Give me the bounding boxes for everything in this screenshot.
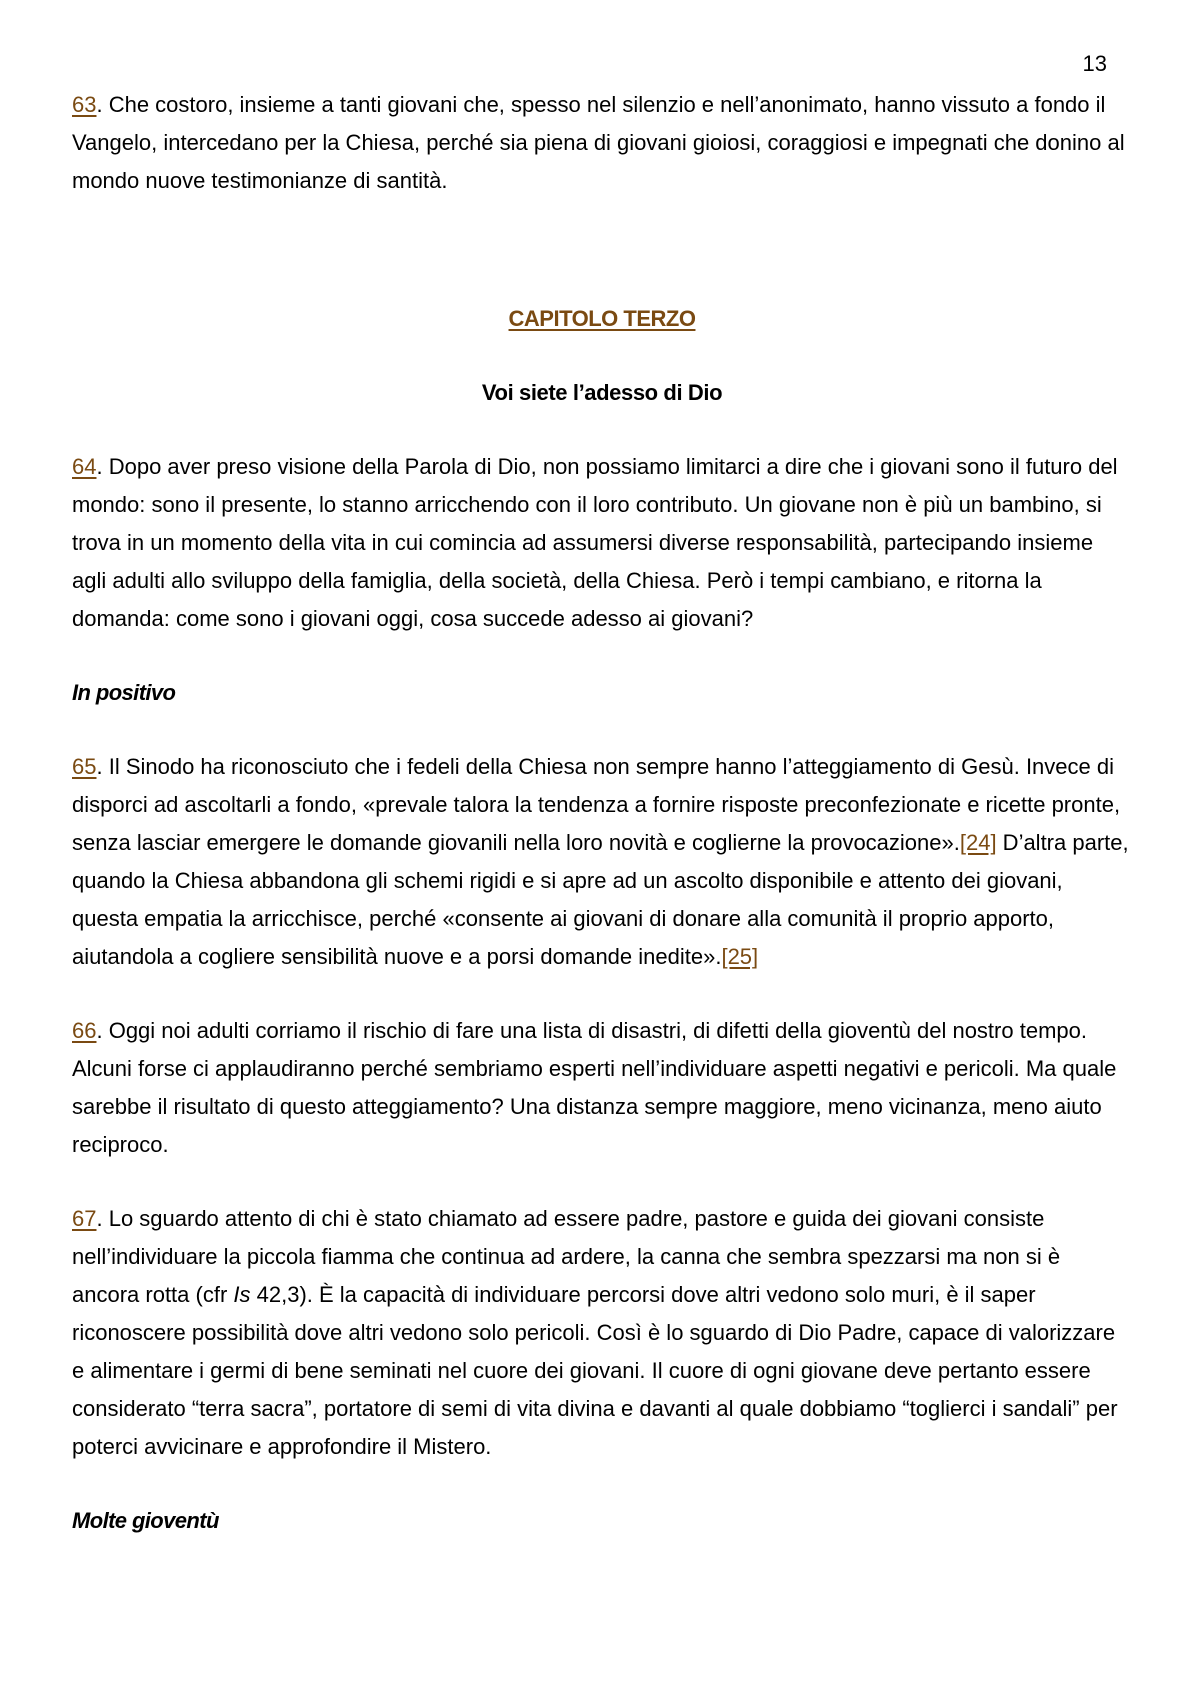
- paragraph-64-link[interactable]: 64: [72, 454, 97, 479]
- section-heading-in-positivo: In positivo: [72, 680, 176, 705]
- paragraph-63-text: . Che costoro, insieme a tanti giovani che, spesso nel silenzio e nell’anonimato, hanno vissuto a fondo il Vangelo, intercedano per la Chiesa, perché sia piena di giovani gioiosi, coraggiosi e impegnati che donino al mondo nuove testimonianze di santità.: [72, 92, 1125, 193]
- paragraph-67-reference: Is: [233, 1282, 251, 1307]
- footnote-25-link[interactable]: [25]: [721, 944, 759, 969]
- paragraph-65: [72, 748, 1132, 976]
- chapter-subtitle: Voi siete l’adesso di Dio: [481, 380, 723, 405]
- page-number: 13: [1082, 51, 1107, 76]
- paragraph-66: [72, 1012, 1132, 1164]
- paragraph-63: [72, 86, 1132, 200]
- footnote-24-link[interactable]: [24]: [959, 830, 997, 855]
- paragraph-66-text: . Oggi noi adulti corriamo il rischio di fare una lista di disastri, di difetti della gioventù del nostro tempo. Alcuni forse ci applaudiranno perché sembriamo esperti nell’individuare aspetti negativi e pericoli. Ma quale sarebbe il risultato di questo atteggiamento? Una distanza sempre maggiore, meno vicinanza, meno aiuto reciproco.: [72, 1018, 1117, 1157]
- document-body: [72, 86, 1132, 1540]
- section-heading-molte-gioventu: Molte gioventù: [72, 1508, 219, 1533]
- paragraph-63-link[interactable]: 63: [72, 92, 97, 117]
- paragraph-64-text: . Dopo aver preso visione della Parola di Dio, non possiamo limitarci a dire che i giovani sono il futuro del mondo: sono il presente, lo stanno arricchendo con il loro contributo. Un giovane non è più un bambino, si trova in un momento della vita in cui comincia ad assumersi diverse responsabilità, partecipando insieme agli adulti allo sviluppo della famiglia, della società, della Chiesa. Però i tempi cambiano, e ritorna la domanda: come sono i giovani oggi, cosa succede adesso ai giovani?: [72, 454, 1118, 631]
- chapter-title: [72, 300, 1132, 338]
- paragraph-67: [72, 1200, 1132, 1466]
- chapter-title-link[interactable]: CAPITOLO TERZO: [508, 306, 696, 331]
- paragraph-67-link[interactable]: 67: [72, 1206, 97, 1231]
- paragraph-65-text-1: . Il Sinodo ha riconosciuto che i fedeli della Chiesa non sempre hanno l’atteggiamento di Gesù. Invece di disporci ad ascoltarli a fondo, «prevale talora la tendenza a fornire risposte preconfezionate e ricette pronte, senza lasciar emergere le domande giovanili nella loro novità e coglierne la provocazione».: [72, 754, 1121, 855]
- paragraph-64: [72, 448, 1132, 638]
- paragraph-67-text-2: 42,3). È la capacità di individuare percorsi dove altri vedono solo muri, è il saper riconoscere possibilità dove altri vedono solo pericoli. Così è lo sguardo di Dio Padre, capace di valorizzare e alimentare i germi di bene seminati nel cuore dei giovani. Il cuore di ogni giovane deve pertanto essere considerato “terra sacra”, portatore di semi di vita divina e davanti al quale dobbiamo “toglierci i sandali” per poterci avvicinare e approfondire il Mistero.: [72, 1282, 1118, 1459]
- paragraph-67-text-1: . Lo sguardo attento di chi è stato chiamato ad essere padre, pastore e guida dei giovani consiste nell’individuare la piccola fiamma che continua ad ardere, la canna che sembra spezzarsi ma non si è ancora rotta (cfr: [72, 1206, 1061, 1307]
- paragraph-65-link[interactable]: 65: [72, 754, 97, 779]
- paragraph-66-link[interactable]: 66: [72, 1018, 97, 1043]
- paragraph-65-text-2: D’altra parte, quando la Chiesa abbandona gli schemi rigidi e si apre ad un ascolto disponibile e attento dei giovani, questa empatia la arricchisce, perché «consente ai giovani di donare alla comunità il proprio apporto, aiutandola a cogliere sensibilità nuove e a porsi domande inedite».: [72, 830, 1129, 969]
